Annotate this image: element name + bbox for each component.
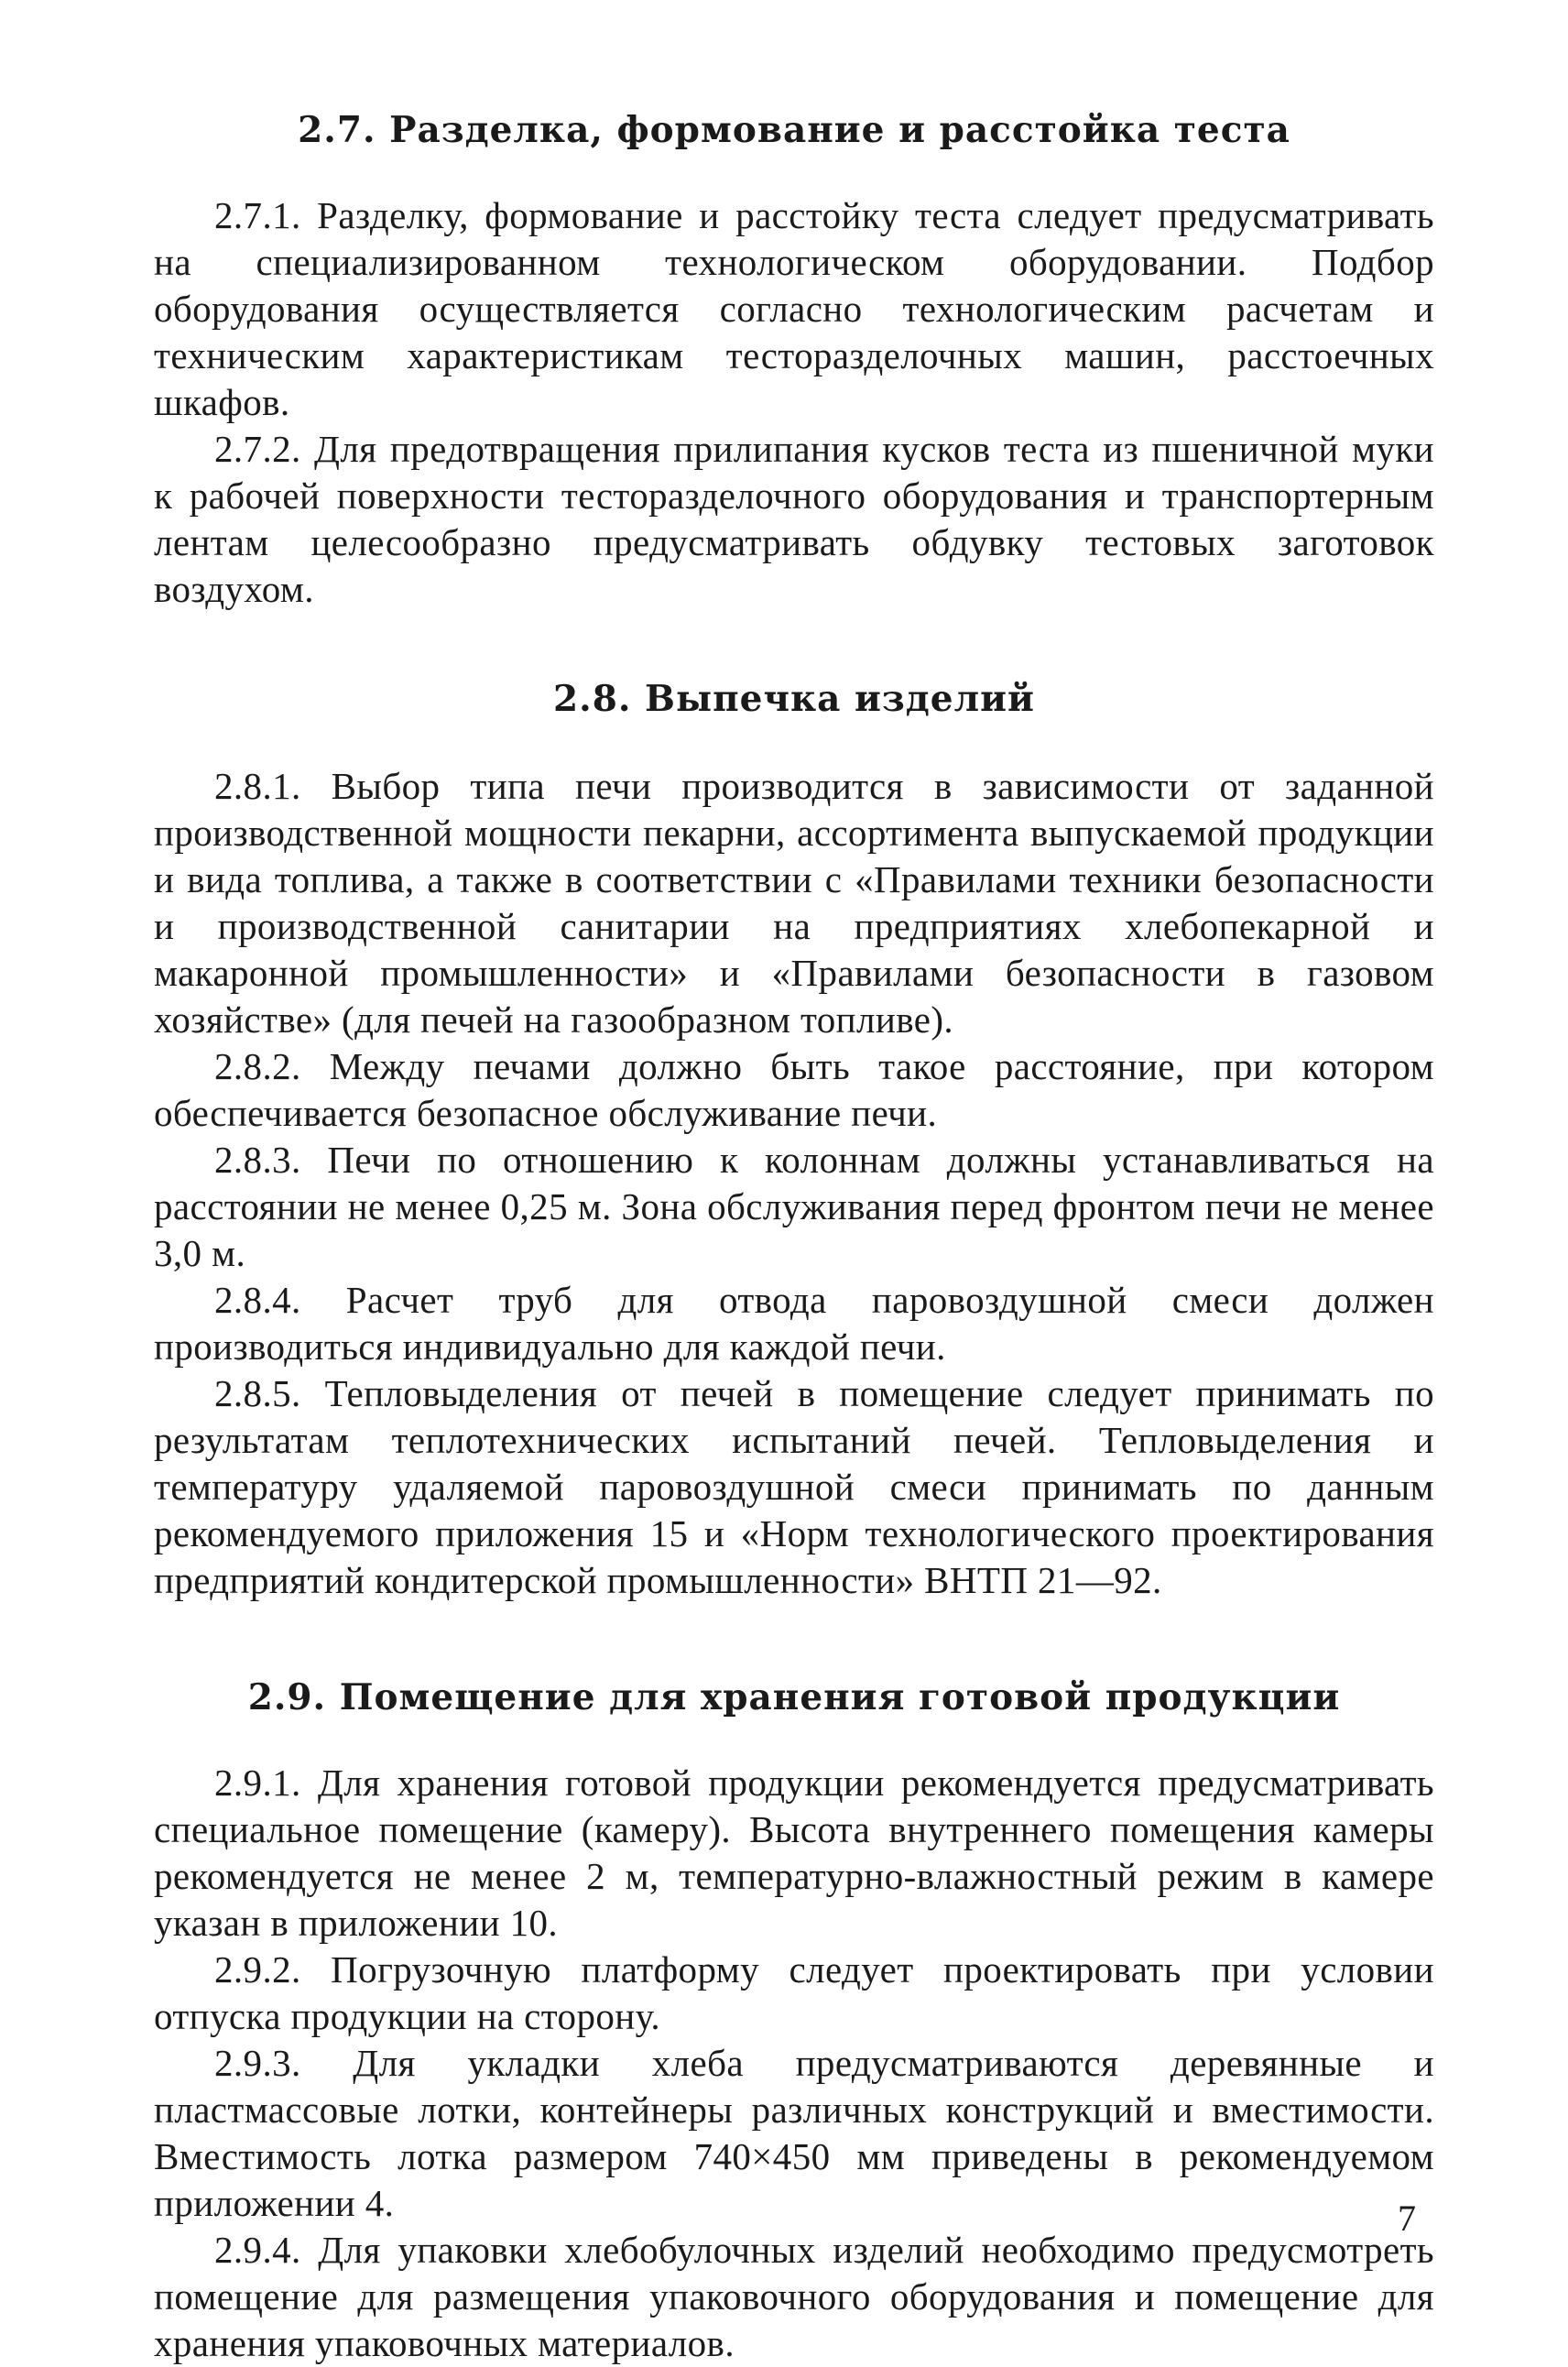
section-heading-2-7: 2.7. Разделка, формование и расстойка теста xyxy=(298,109,1290,151)
paragraph-2-7-2: 2.7.2. Для предотвращения прилипания кусков теста из пшеничной муки к рабочей поверхности тесторазделочного оборудования и транспортерным лентам целесообразно предусматривать обдувку тестовых заготовок воздухом. xyxy=(154,428,1434,610)
section-heading-2-8: 2.8. Выпечка изделий xyxy=(553,678,1035,720)
paragraph-2-9-1: 2.9.1. Для хранения готовой продукции рекомендуется предусматривать специальное помещение (камеру). Высота внутреннего помещения камеры рекомендуется не менее 2 м, температурно-влажностный режим в камере указан в приложении 10. xyxy=(154,1762,1434,1944)
paragraph-2-9-3: 2.9.3. Для укладки хлеба предусматриваются деревянные и пластмассовые лотки, контейнеры различных конструкций и вместимости. Вместимость лотка размером 740×450 мм приведены в рекомендуемом приложении 4. xyxy=(154,2042,1434,2224)
paragraph-2-8-1: 2.8.1. Выбор типа печи производится в зависимости от заданной производственной мощности пекарни, ассортимента выпускаемой продукции и вида топлива, а также в соответствии с «Правилами техники безопасности и производственной санитарии на предприятиях хлебопекарной и макаронной промышленности» и «Правилами безопасности в газовом хозяйстве» (для печей на газообразном топливе). xyxy=(154,765,1434,1041)
paragraph-2-7-1: 2.7.1. Разделку, формование и расстойку теста следует предусматривать на специализированном технологическом оборудовании. Подбор оборудования осуществляется согласно технологическим расчетам и техническим характеристикам тесторазделочных машин, расстоечных шкафов. xyxy=(154,194,1434,423)
paragraph-2-9-4: 2.9.4. Для упаковки хлебобулочных изделий необходимо предусмотреть помещение для размещения упаковочного оборудования и помещение для хранения упаковочных материалов. xyxy=(154,2229,1434,2364)
document-page xyxy=(154,108,1434,2367)
paragraph-2-9-2: 2.9.2. Погрузочную платформу следует проектировать при условии отпуска продукции на сторону. xyxy=(154,1948,1434,2037)
paragraph-2-8-3: 2.8.3. Печи по отношению к колоннам должны устанавливаться на расстоянии не менее 0,25 м. Зона обслуживания перед фронтом печи не менее 3,0 м. xyxy=(154,1139,1434,1274)
page-number: 7 xyxy=(1398,2198,1416,2239)
paragraph-2-8-2: 2.8.2. Между печами должно быть такое расстояние, при котором обеспечивается безопасное обслуживание печи. xyxy=(154,1045,1434,1134)
paragraph-2-8-4: 2.8.4. Расчет труб для отвода паровоздушной смеси должен производиться индивидуально для каждой печи. xyxy=(154,1279,1434,1368)
section-heading-2-9: 2.9. Помещение для хранения готовой продукции xyxy=(247,1676,1341,1718)
paragraph-2-8-5: 2.8.5. Тепловыделения от печей в помещение следует принимать по результатам теплотехнических испытаний печей. Тепловыделения и температуру удаляемой паровоздушной смеси принимать по данным рекомендуемого приложения 15 и «Норм технологического проектирования предприятий кондитерской промышленности» ВНТП 21—92. xyxy=(154,1372,1434,1601)
